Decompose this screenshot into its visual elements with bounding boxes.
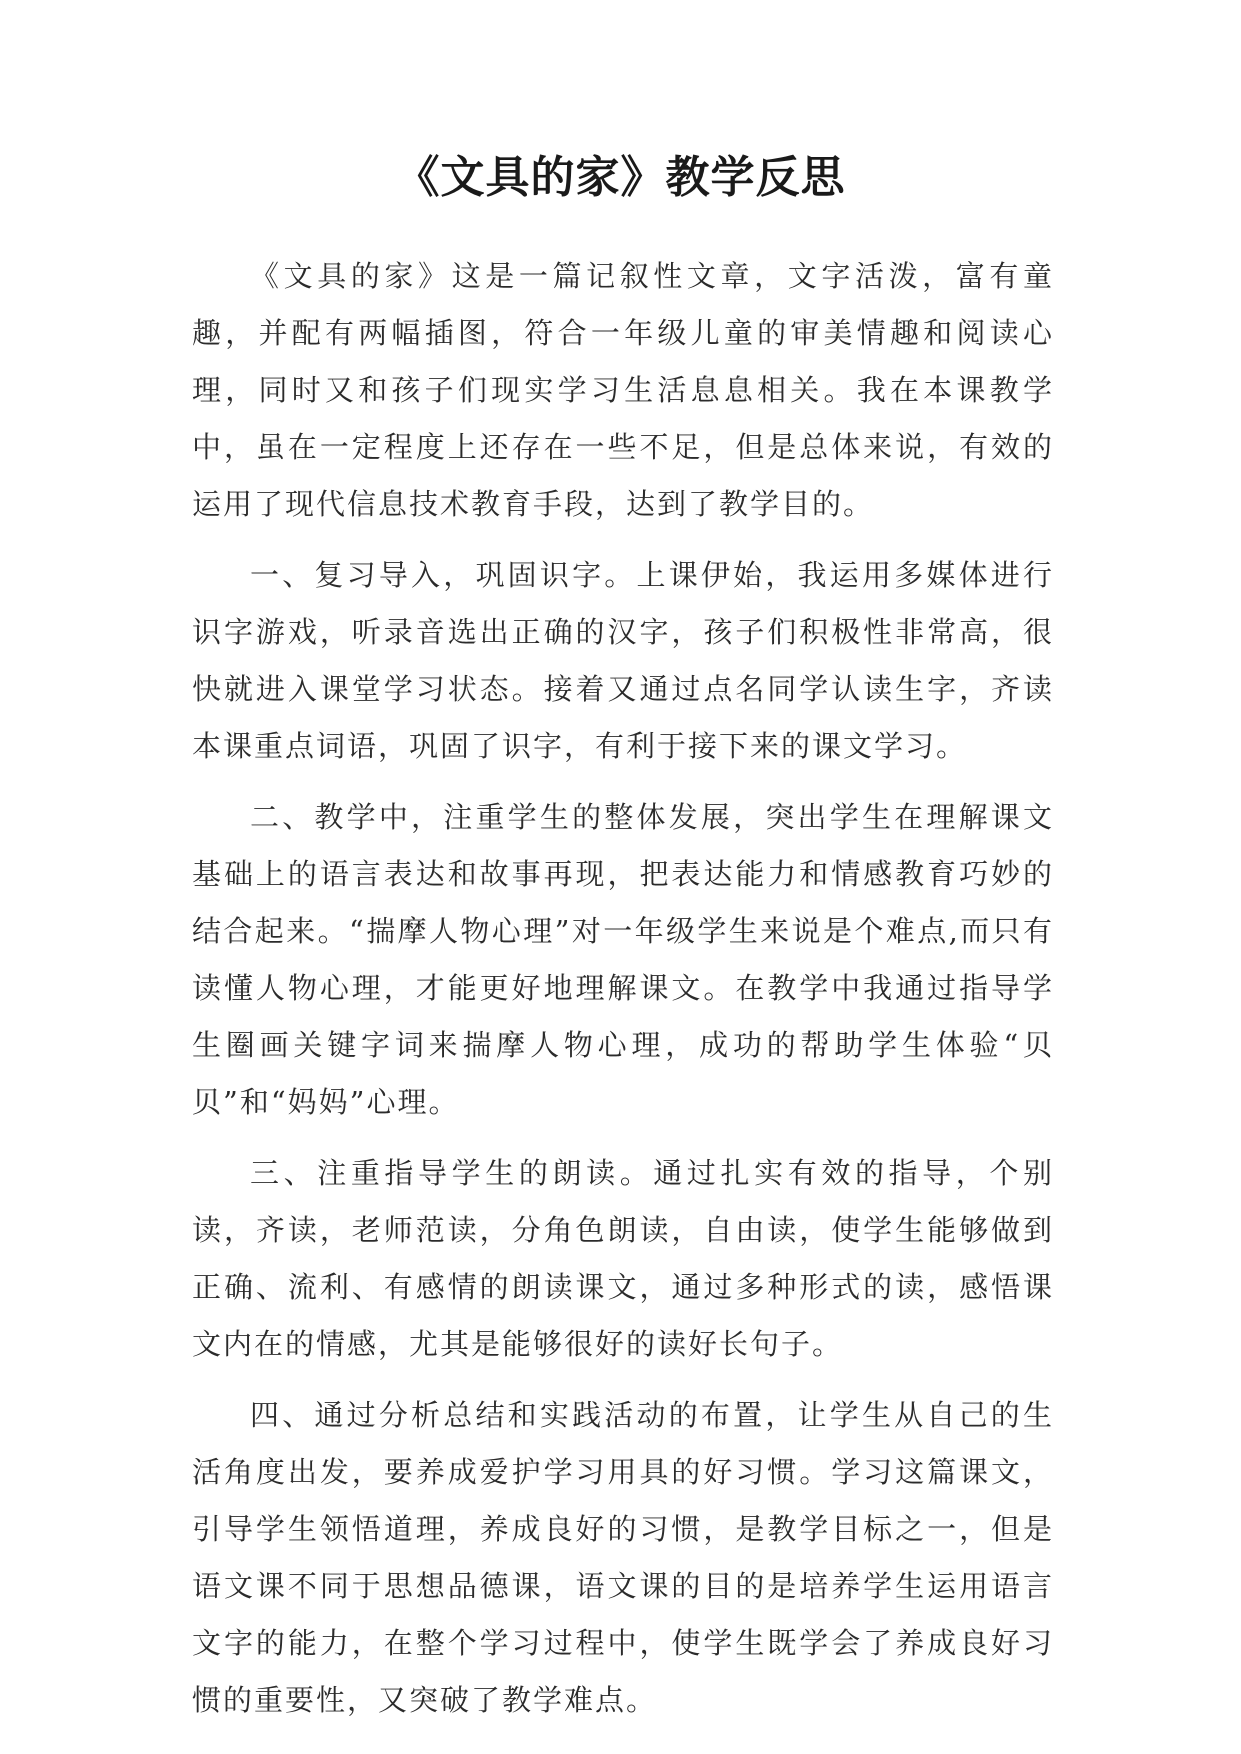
paragraph-point-1: 一、复习导入，巩固识字。上课伊始，我运用多媒体进行识字游戏，听录音选出正确的汉字，孩子们积极性非常高，很快就进入课堂学习状态。接着又通过点名同学认读生字，齐读本课重点词语，巩固了识字，有利于接下来的课文学习。 xyxy=(192,558,1054,763)
paragraph-intro: 《文具的家》这是一篇记叙性文章，文字活泼，富有童趣，并配有两幅插图，符合一年级儿童的审美情趣和阅读心理，同时又和孩子们现实学习生活息息相关。我在本课教学中，虽在一定程度上还存在一些不足，但是总体来说，有效的运用了现代信息技术教育手段，达到了教学目的。 xyxy=(192,259,1054,521)
document-title: 《文具的家》教学反思 xyxy=(395,152,846,203)
paragraph-point-3: 三、注重指导学生的朗读。通过扎实有效的指导，个别读，齐读，老师范读，分角色朗读，自由读，使学生能够做到正确、流利、有感情的朗读课文，通过多种形式的读，感悟课文内在的情感，尤其是能够很好的读好长句子。 xyxy=(192,1156,1054,1361)
document-body xyxy=(192,248,1054,1743)
paragraph-point-4: 四、通过分析总结和实践活动的布置，让学生从自己的生活角度出发，要养成爱护学习用具的好习惯。学习这篇课文，引导学生领悟道理，养成良好的习惯，是教学目标之一，但是语文课不同于思想品德课，语文课的目的是培养学生运用语言文字的能力，在整个学习过程中，使学生既学会了养成良好习惯的重要性，又突破了教学难点。 xyxy=(192,1398,1054,1717)
paragraph-point-2: 二、教学中，注重学生的整体发展，突出学生在理解课文基础上的语言表达和故事再现，把表达能力和情感教育巧妙的结合起来。“揣摩人物心理”对一年级学生来说是个难点,而只有读懂人物心理，才能更好地理解课文。在教学中我通过指导学生圈画关键字词来揣摩人物心理，成功的帮助学生体验“贝贝”和“妈妈”心理。 xyxy=(192,800,1054,1119)
